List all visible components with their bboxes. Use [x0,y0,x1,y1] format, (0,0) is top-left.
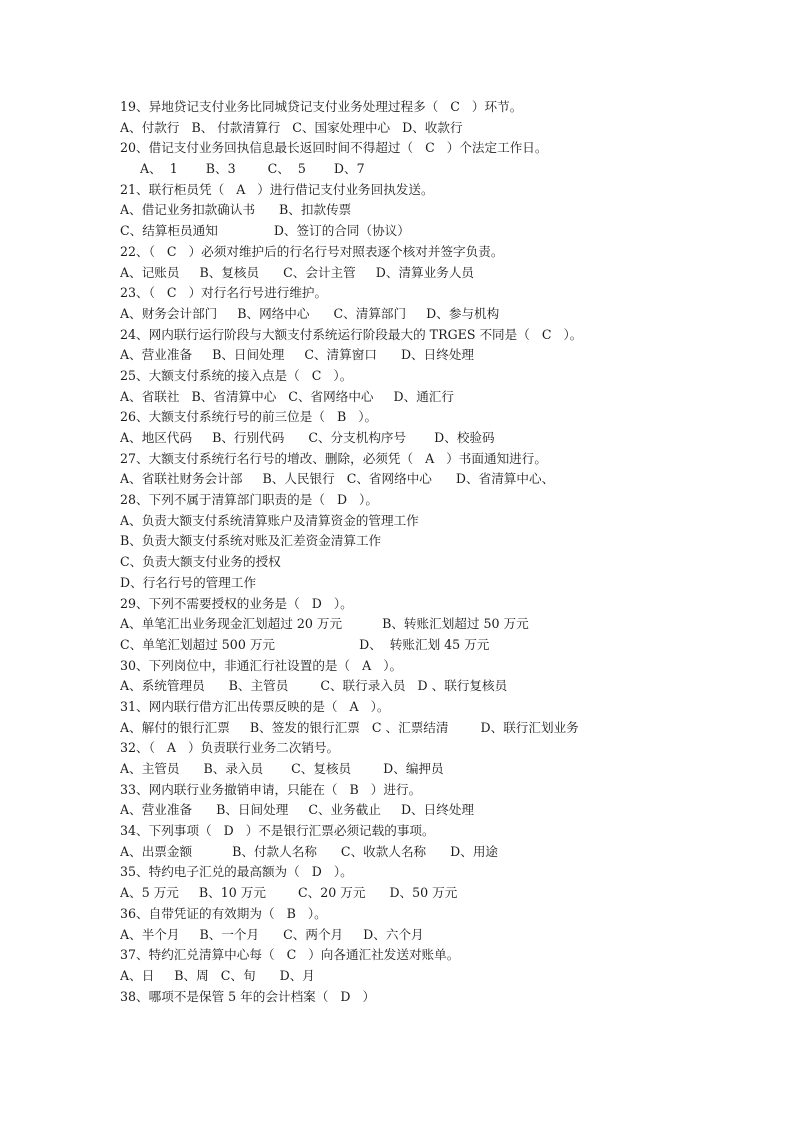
text-line: 20、借记支付业务回执信息最长返回时间不得超过（ C ）个法定工作日。 [120,140,548,156]
question-list [120,97,780,1007]
text-line: A、出票金额 B、付款人名称 C、收款人名称 D、用途 [120,843,499,859]
text-line: A、半个月 B、一个月 C、两个月 D、六个月 [120,926,424,942]
text-line: A、5 万元 B、10 万元 C、20 万元 D、50 万元 [120,885,458,901]
text-line: A、负责大额支付系统清算账户及清算资金的管理工作 [120,512,419,528]
text-line: A、财务会计部门 B、网络中心 C、清算部门 D、参与机构 [120,305,500,321]
text-line: A、营业准备 B、日间处理 C、清算窗口 D、日终处理 [120,347,475,363]
text-line: 32、（ A ）负责联行业务二次销号。 [120,740,340,756]
text-line: A、省联社财务会计部 B、人民银行 C、省网络中心 D、省清算中心、 [120,471,555,487]
text-line: A、日 B、周 C、旬 D、月 [120,967,315,983]
text-line: 29、下列不需要授权的业务是（ D ）。 [120,595,353,611]
text-line: A、营业准备 B、日间处理 C、业务截止 D、日终处理 [120,802,475,818]
text-line: 22、（ C ）必须对维护后的行名行号对照表逐个核对并签字负责。 [120,243,504,259]
text-line: 37、特约汇兑清算中心每（ C ）向各通汇社发送对账单。 [120,947,460,963]
text-line: A、省联社 B、省清算中心 C、省网络中心 D、通汇行 [120,388,454,404]
text-line: 38、哪项不是保管 5 年的会计档案（ D ） [120,988,376,1004]
text-line: B、负责大额支付系统对账及汇差资金清算工作 [120,533,382,549]
text-line: 19、异地贷记支付业务比同城贷记支付业务处理过程多（ C ）环节。 [120,99,523,114]
text-line: D、行名行号的管理工作 [120,574,257,590]
text-line: C、结算柜员通知 D、签订的合同（协议） [120,223,410,239]
text-line: C、负责大额支付业务的授权 [120,554,281,570]
text-line: 21、联行柜员凭（ A ）进行借记支付业务回执发送。 [120,181,434,197]
text-line: A、借记业务扣款确认书 B、扣款传票 [120,202,352,218]
text-line: 23、（ C ）对行名行号进行维护。 [120,285,328,301]
text-line: A、单笔汇出业务现金汇划超过 20 万元 B、转账汇划超过 50 万元 [120,616,529,632]
text-line: A、解付的银行汇票 B、签发的银行汇票 C 、汇票结清 D、联行汇划业务 [120,719,579,735]
text-line: 24、网内联行运行阶段与大额支付系统运行阶段最大的 TRGES 不同是（ C ）。 [120,326,583,342]
text-line: 25、大额支付系统的接入点是（ C ）。 [120,367,353,383]
text-line: 30、下列岗位中，非通汇行社设置的是（ A ）。 [120,657,403,673]
text-line: 35、特约电子汇兑的最高额为（ D ）。 [120,864,353,880]
text-line: 36、自带凭证的有效期为（ B ）。 [120,905,327,921]
text-line: 28、下列不属于清算部门职责的是（ D ）。 [120,492,378,508]
text-line: 31、网内联行借方汇出传票反映的是（ A ）。 [120,698,390,714]
text-line: A、主管员 B、录入员 C、复核员 D、编押员 [120,761,444,776]
text-line: A、地区代码 B、行别代码 C、分支机构序号 D、校验码 [120,430,495,445]
text-line: C、单笔汇划超过 500 万元 D、 转账汇划 45 万元 [120,636,490,652]
text-line: A、 1 B、3 C、 5 D、7 [120,161,365,177]
text-line: 34、下列事项（ D ）不是银行汇票必须记载的事项。 [120,823,435,839]
text-line: 27、大额支付系统行名行号的增改、删除，必须凭（ A ）书面通知进行。 [120,450,547,466]
text-line: A、记账员 B、复核员 C、会计主管 D、清算业务人员 [120,264,475,280]
text-line: A、系统管理员 B、主管员 C、联行录入员 D 、联行复核员 [120,678,508,694]
text-line: 33、网内联行业务撤销申请，只能在（ B ）进行。 [120,781,422,797]
text-line: 26、大额支付系统行号的前三位是（ B ）。 [120,409,378,425]
text-line: A、付款行 B、 付款清算行 C、国家处理中心 D、收款行 [120,119,463,135]
